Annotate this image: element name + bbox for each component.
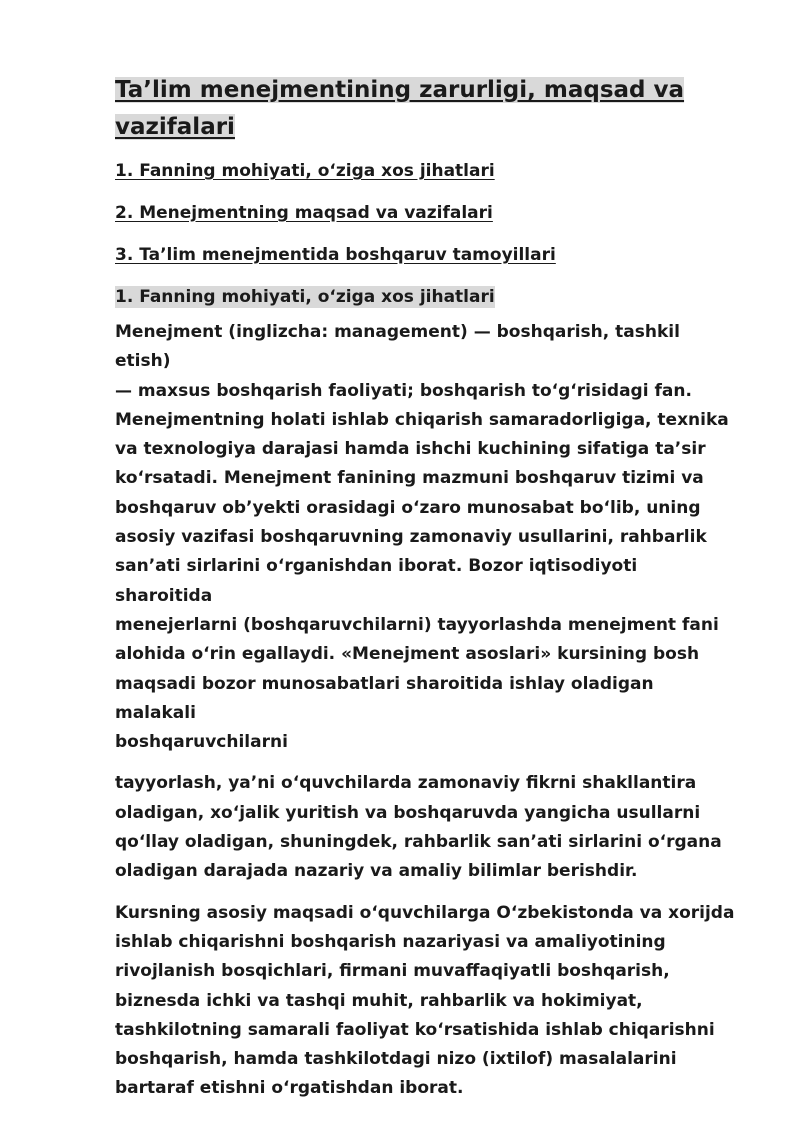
section-heading-text: 1. Fanning mohiyati, o‘ziga xos jihatlari — [115, 287, 495, 307]
document-title — [115, 72, 735, 146]
document-title-text: Ta’lim menejmentining zarurligi, maqsad va vazifalari — [115, 77, 685, 140]
toc-item-1: 1. Fanning mohiyati, o‘ziga xos jihatlari — [115, 161, 495, 181]
body-paragraph-3: Kursning asosiy maqsadi o‘quvchilarga O‘zbekistonda va xorijda ishlab chiqarishni boshqarish nazariyasi va amaliyotining rivojlanish bosqichlari, firmani muvaffaqiyatli boshqarish, biznesda ichki va tashqi muhit, rahbarlik va hokimiyat, tashkilotning samarali faoliyat ko‘rsatishida ishlab chiqarishni boshqarish, hamda tashkilotdagi nizo (ixtilof) masalalarini bartaraf etishni o‘rgatishdan iborat. — [115, 902, 735, 1099]
table-of-contents — [115, 158, 735, 268]
section-heading — [115, 284, 735, 310]
body-paragraph-2: tayyorlash, ya’ni o‘quvchilarda zamonaviy fikrni shakllantira oladigan, xo‘jalik yuritish va boshqaruvda yangicha usullarni qo‘llay oladigan, shuningdek, rahbarlik san’ati sirlarini o‘rgana oladigan darajada nazariy va amaliy bilimlar berishdir. — [115, 773, 722, 882]
toc-item-3: 3. Ta’lim menejmentida boshqaruv tamoyillari — [115, 245, 556, 265]
toc-item-2: 2. Menejmentning maqsad va vazifalari — [115, 203, 493, 223]
body-paragraph-1: Menejment (inglizcha: management) — boshqarish, tashkil etish) — maxsus boshqarish faoliyati; boshqarish to‘g‘risidagi fan. Menejmentning holati ishlab chiqarish samaradorligiga, texnika va texnologiya darajasi hamda ishchi kuchining sifatiga ta’sir ko‘rsatadi. Menejment fanining mazmuni boshqaruv tizimi va boshqaruv ob’yekti orasidagi o‘zaro munosabat bo‘lib, uning asosiy vazifasi boshqaruvning zamonaviy usullarini, rahbarlik san’ati sirlarini o‘rganishdan iborat. Bozor iqtisodiyoti sharoitida menejerlarni (boshqaruvchilarni) tayyorlashda menejment fani alohida o‘rin egallaydi. «Menejment asoslari» kursining bosh maqsadi bozor munosabatlari sharoitida ishlay oladigan malakali boshqaruvchilarni — [115, 322, 729, 753]
document-page — [115, 72, 735, 1116]
